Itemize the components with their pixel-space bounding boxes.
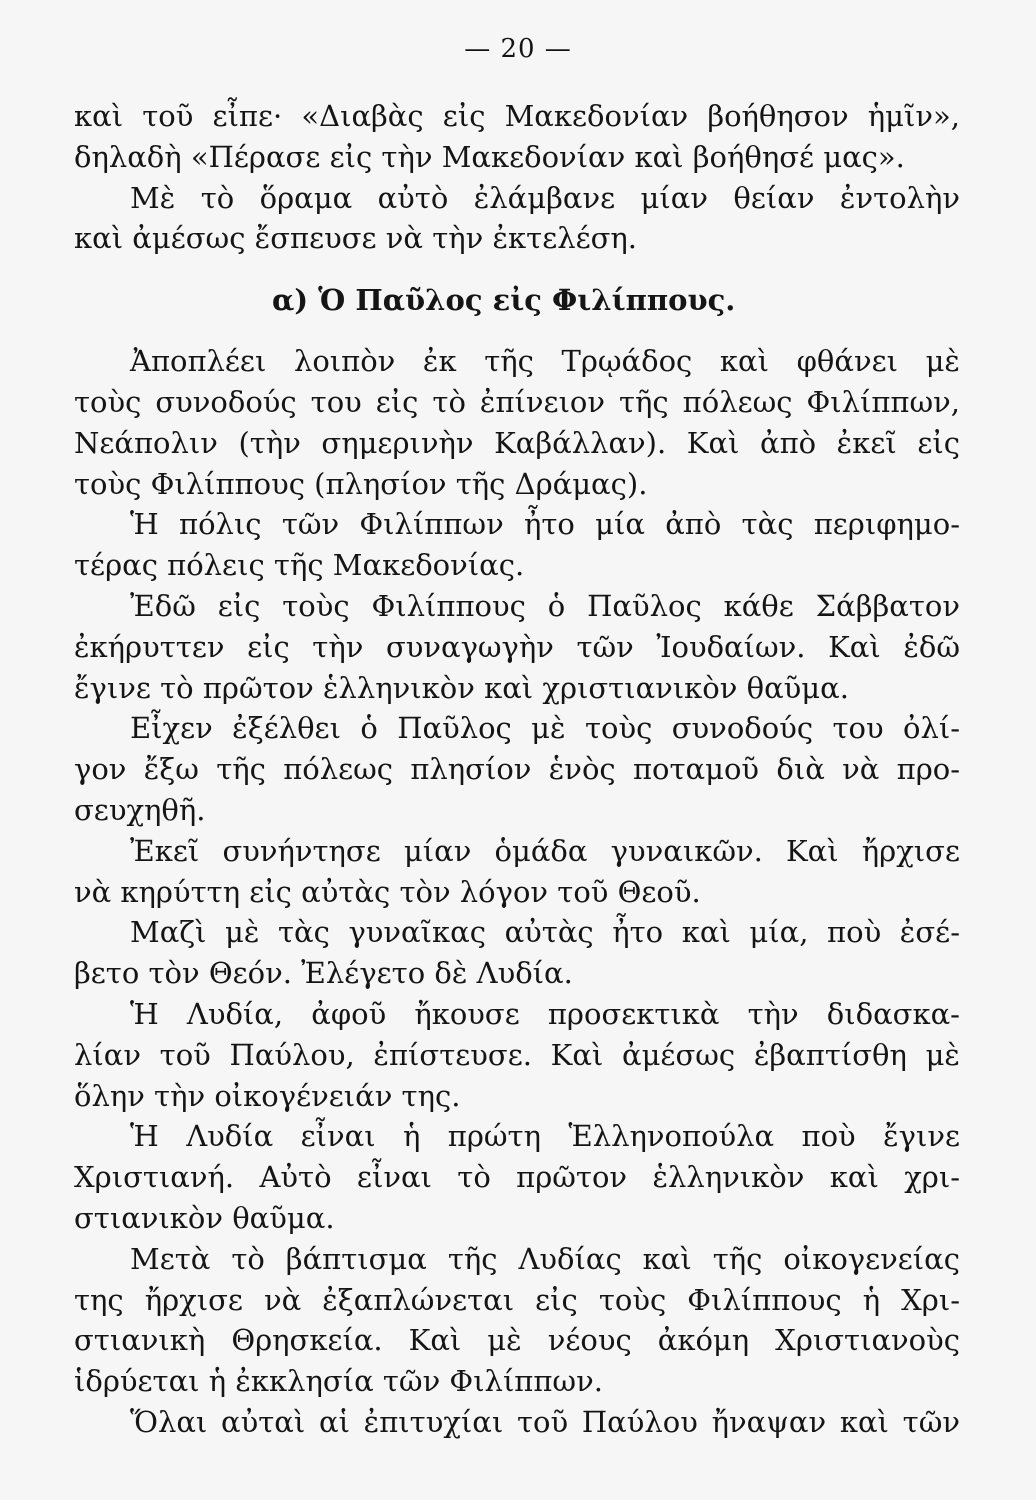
text-line: Νεάπολιν (τὴν σημερινὴν Καβάλλαν). Καὶ ἀπὸ ἐκεῖ εἰς	[74, 425, 960, 460]
text-line: σευχηθῆ.	[74, 792, 206, 827]
text-line: Ὅλαι αὐταὶ αἱ ἐπιτυχίαι τοῦ Παύλου ἤναψαν καὶ τῶν	[130, 1404, 960, 1439]
text-line: ἐκήρυττεν εἰς τὴν συναγωγὴν τῶν Ἰουδαίων. Καὶ ἐδῶ	[74, 629, 960, 664]
text-line: νὰ κηρύττη εἰς αὐτὰς τὸν λόγον τοῦ Θεοῦ.	[74, 874, 701, 909]
text-line: καὶ τοῦ εἶπε· «Διαβὰς εἰς Μακεδονίαν βοήθησον ἡμῖν»,	[74, 99, 960, 133]
text-line: δηλαδὴ «Πέρασε εἰς τὴν Μακεδονίαν καὶ βοήθησέ μας».	[74, 139, 905, 174]
text-line: ἔγινε τὸ πρῶτον ἑλληνικὸν καὶ χριστιανικὸν θαῦμα.	[74, 670, 849, 705]
text-line: Ἡ πόλις τῶν Φιλίππων ἦτο μία ἀπὸ τὰς περιφημο-	[130, 507, 960, 542]
text-line: γον ἔξω τῆς πόλεως πλησίον ἑνὸς ποταμοῦ διὰ νὰ προ-	[74, 752, 960, 787]
text-line: ὅλην τὴν οἰκογένειάν της.	[74, 1078, 461, 1113]
text-line: τοὺς Φιλίππους (πλησίον τῆς Δράμας).	[74, 466, 648, 501]
text-line: στιανικὸν θαῦμα.	[74, 1200, 335, 1235]
text-line: Μὲ τὸ ὅραμα αὐτὸ ἐλάμβανε μίαν θείαν ἐντολὴν	[130, 180, 960, 215]
text-line: Ἐδῶ εἰς τοὺς Φιλίππους ὁ Παῦλος κάθε Σάββατον	[130, 588, 960, 623]
text-line: Μαζὶ μὲ τὰς γυναῖκας αὐτὰς ἦτο καὶ μία, ποὺ ἐσέ-	[130, 915, 960, 950]
text-line: βετο τὸν Θεόν. Ἐλέγετο δὲ Λυδία.	[74, 956, 573, 991]
text-line: καὶ ἀμέσως ἔσπευσε νὰ τὴν ἐκτελέση.	[74, 221, 638, 256]
section-heading: α) Ὁ Παῦλος εἰς Φιλίππους.	[272, 283, 736, 318]
text-line: Ἀποπλέει λοιπὸν ἐκ τῆς Τρῳάδος καὶ φθάνει μὲ	[130, 344, 960, 379]
page-number: — 20 —	[464, 34, 572, 64]
page-body	[74, 96, 960, 1443]
text-line: Μετὰ τὸ βάπτισμα τῆς Λυδίας καὶ τῆς οἰκογενείας	[130, 1241, 960, 1276]
text-line: Ἡ Λυδία εἶναι ἡ πρώτη Ἑλληνοπούλα ποὺ ἔγινε	[130, 1119, 960, 1154]
text-line: Χριστιανή. Αὐτὸ εἶναι τὸ πρῶτον ἑλληνικὸν καὶ χρι-	[74, 1160, 960, 1195]
text-line: λίαν τοῦ Παύλου, ἐπίστευσε. Καὶ ἀμέσως ἐβαπτίσθη μὲ	[74, 1037, 960, 1072]
text-line: τέρας πόλεις τῆς Μακεδονίας.	[74, 548, 525, 583]
text-line: στιανικὴ Θρησκεία. Καὶ μὲ νέους ἀκόμη Χριστιανοὺς	[74, 1323, 960, 1358]
text-line: τοὺς συνοδούς του εἰς τὸ ἐπίνειον τῆς πόλεως Φιλίππων,	[74, 384, 960, 419]
text-line: της ἤρχισε νὰ ἐξαπλώνεται εἰς τοὺς Φιλίππους ἡ Χρι-	[74, 1282, 960, 1317]
text-line: ἱδρύεται ἡ ἐκκλησία τῶν Φιλίππων.	[74, 1364, 603, 1399]
text-line: Εἶχεν ἐξέλθει ὁ Παῦλος μὲ τοὺς συνοδούς του ὀλί-	[130, 711, 960, 746]
text-line: Ἐκεῖ συνήντησε μίαν ὁμάδα γυναικῶν. Καὶ ἤρχισε	[130, 833, 960, 868]
text-line: Ἡ Λυδία, ἀφοῦ ἤκουσε προσεκτικὰ τὴν διδασκα-	[130, 996, 960, 1031]
